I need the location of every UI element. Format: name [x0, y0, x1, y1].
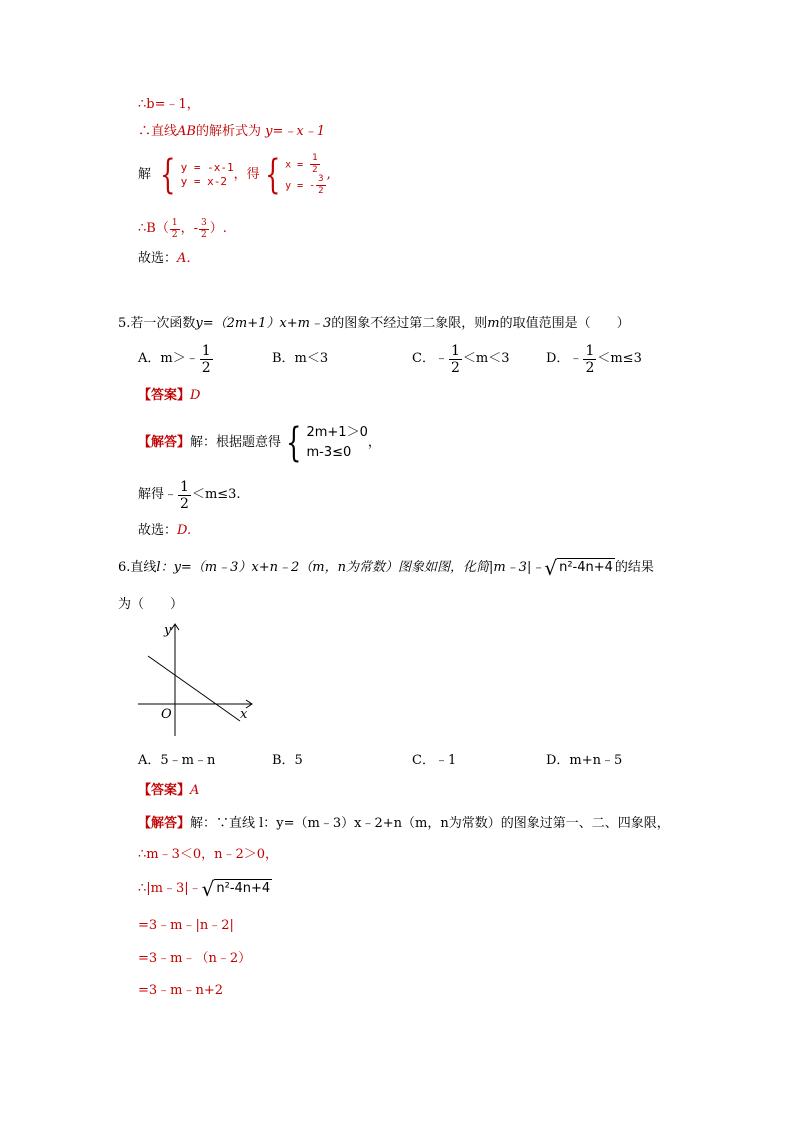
text: D．m+n﹣5 — [546, 753, 623, 768]
q5-option-d — [546, 342, 642, 376]
text: 的结果 — [614, 560, 654, 575]
num: 1 — [171, 217, 178, 228]
text: B．5 — [272, 753, 303, 768]
den: 2 — [200, 229, 207, 240]
text: 解 — [138, 167, 152, 182]
den: 2 — [585, 359, 595, 376]
radical-icon: √ — [544, 556, 558, 580]
num: 1 — [585, 342, 595, 359]
text: y = - — [285, 180, 316, 192]
answer-tag: 【答案】 — [138, 388, 191, 403]
radicand: n²-4n+4 — [214, 879, 272, 899]
answer-tag: 【答案】 — [138, 783, 191, 798]
q6-answer — [138, 782, 199, 800]
q5-answer — [138, 387, 200, 405]
text: 5.若一次函数 — [118, 316, 196, 331]
q6-stem — [118, 556, 654, 580]
equation: y = -x-1 — [180, 161, 234, 174]
solution-tag: 【解答】 — [138, 816, 191, 831]
text: x = — [285, 159, 310, 171]
origin-label: O — [161, 707, 172, 722]
q5-result — [138, 478, 241, 512]
solution-line-b — [138, 96, 200, 114]
text: 解：根据题意得 — [190, 435, 282, 450]
text: 故选： — [138, 251, 178, 266]
text: 解得﹣ — [138, 487, 178, 502]
text: A．m＞﹣ — [138, 351, 199, 366]
q6-step-2 — [138, 846, 278, 864]
answer-value: A — [190, 783, 200, 798]
text: ∴|m﹣3|﹣ — [138, 881, 202, 896]
solution-line-choice — [138, 250, 199, 268]
q5-solution — [138, 420, 381, 466]
q6-step-4 — [138, 917, 234, 935]
text: B．m＜3 — [272, 351, 329, 366]
text: ＜m≤3. — [191, 487, 241, 502]
text: ，- — [180, 221, 198, 236]
q6-option-c — [412, 752, 456, 770]
den: 2 — [180, 495, 189, 512]
q6-solution — [138, 815, 670, 833]
text: 的图象不经过第二象限，则 — [331, 316, 488, 331]
text: AB — [177, 124, 196, 139]
text: 6.直线 — [118, 560, 157, 575]
q6-step-5 — [138, 950, 251, 968]
q6-stem-line2 — [118, 596, 183, 614]
den: 2 — [201, 359, 211, 376]
q5-choice — [138, 522, 191, 540]
brace-icon: { — [160, 152, 176, 198]
text: =3﹣m﹣（n﹣2） — [138, 951, 252, 966]
text: A．5﹣m﹣n — [138, 753, 216, 768]
num: 1 — [312, 153, 318, 163]
text: 的取值范围是（ ） — [499, 316, 630, 331]
brace-icon: { — [264, 152, 280, 198]
axis-label-x: x — [240, 707, 248, 722]
text: ＜m＜3 — [462, 351, 510, 366]
text: l：y=（m﹣3）x+n﹣2（m，n为常数）图象如图，化简|m﹣3|﹣ — [156, 560, 545, 575]
text: ）. — [209, 221, 227, 236]
q5-option-c — [412, 342, 509, 376]
text: D．﹣ — [546, 351, 583, 366]
text: y=﹣x﹣1 — [265, 124, 325, 139]
sqrt-expression — [544, 558, 615, 578]
inequality: 2m+1＞0 — [306, 425, 368, 440]
radical-icon: √ — [201, 877, 215, 901]
text: =3﹣m﹣|n﹣2| — [138, 918, 234, 933]
solution-line-system — [138, 150, 331, 200]
text: 为（ ） — [118, 597, 184, 612]
solution-line-point-b — [138, 216, 227, 242]
solution-tag: 【解答】 — [138, 435, 191, 450]
q5-stem — [118, 315, 630, 333]
text: 解：∵直线 l：y=（m﹣3）x﹣2+n（m，n为常数）的图象过第一、二、四象限， — [190, 816, 670, 831]
equation-system — [181, 161, 234, 189]
text: ∴m﹣3＜0，n﹣2＞0， — [138, 847, 279, 862]
num: 1 — [450, 342, 460, 359]
text: 故选： — [138, 523, 178, 538]
num: 1 — [201, 342, 211, 359]
solution-line-ab — [138, 123, 325, 141]
text: y=（2m+1）x+m﹣3 — [195, 316, 332, 331]
text: ∴B（ — [138, 221, 169, 236]
brace-icon: { — [286, 420, 302, 466]
sqrt-expression — [202, 879, 273, 899]
den: 2 — [318, 186, 324, 196]
axis-label-y: y — [164, 623, 172, 638]
den: 2 — [312, 165, 318, 175]
den: 2 — [450, 359, 460, 376]
answer-value: D — [190, 388, 201, 403]
q6-step-6 — [138, 982, 223, 1000]
den: 2 — [171, 229, 178, 240]
inequality: m-3≤0 — [306, 445, 352, 460]
text: ∴直线 — [138, 124, 178, 139]
text: m — [487, 316, 500, 331]
text: ∴b=﹣1， — [138, 97, 200, 112]
num: 1 — [180, 478, 189, 495]
q6-option-a — [138, 752, 215, 770]
text: C．﹣ — [412, 351, 448, 366]
radicand: n²-4n+4 — [557, 558, 615, 578]
num: 3 — [200, 217, 207, 228]
text: ，得 — [233, 167, 260, 182]
inequality-system — [306, 423, 367, 463]
text: C．﹣1 — [412, 753, 457, 768]
text: ＜m≤3 — [597, 351, 642, 366]
q6-graph — [130, 618, 260, 740]
q5-option-a — [138, 342, 214, 376]
q6-option-b — [272, 752, 303, 770]
q5-option-b — [272, 342, 328, 376]
text: D. — [177, 523, 192, 538]
text: ， — [367, 435, 381, 450]
solution-system — [285, 154, 327, 196]
text: A． — [177, 251, 200, 266]
text: =3﹣m﹣n+2 — [138, 983, 224, 998]
q6-option-d — [546, 752, 622, 770]
text: 的解析式为 — [195, 124, 261, 139]
equation: y = x-2 — [180, 175, 227, 188]
num: 3 — [318, 174, 324, 184]
q6-step-3 — [138, 876, 272, 902]
text: , — [326, 167, 331, 182]
